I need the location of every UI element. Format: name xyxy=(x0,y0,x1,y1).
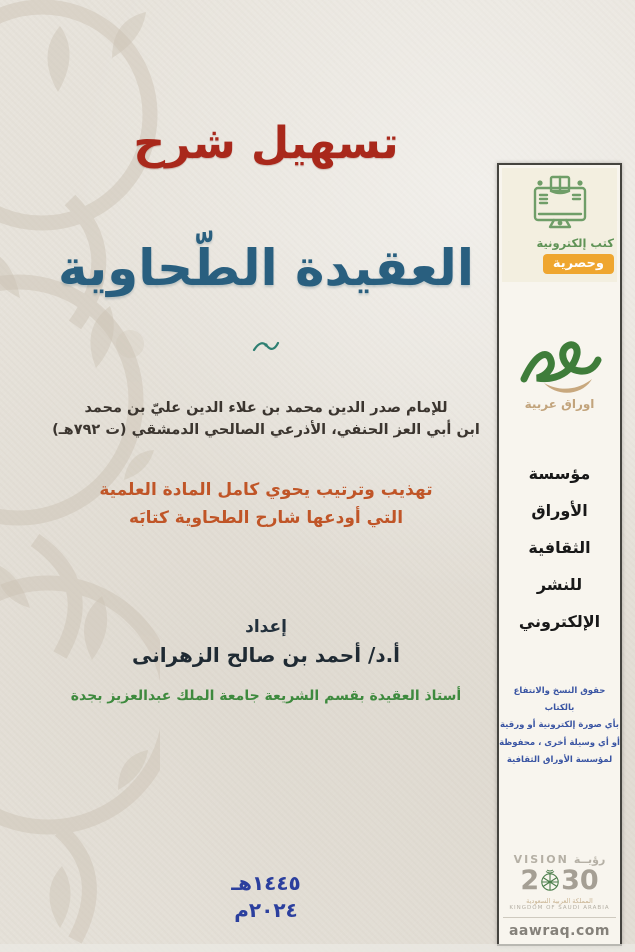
publisher-line: الإلكتروني xyxy=(518,612,601,632)
copyright-notice xyxy=(499,683,620,770)
author-attribution xyxy=(0,397,532,442)
ebooks-badge xyxy=(502,168,617,282)
exclusive-pill: وحصرية xyxy=(543,254,614,274)
subtitle-line-2: التي أودعها شارح الطحاوية كتابَه xyxy=(128,508,404,529)
country-name-arabic: المملكة العربية السعودية xyxy=(526,897,593,905)
monitor-ebook-icon xyxy=(527,175,593,233)
awraq-logo xyxy=(499,337,620,411)
hijri-year: ١٤٤٥هـ xyxy=(231,871,301,895)
year-digit-left: 2 xyxy=(520,865,540,896)
publication-dates xyxy=(0,870,532,924)
copyright-line: حقوق النسخ والانتفاع بالكتاب xyxy=(513,685,606,713)
publisher-name xyxy=(499,455,620,641)
vision-word: VISION xyxy=(513,853,569,866)
copyright-line: بأي صورة إلكترونية أو ورقية xyxy=(500,720,619,731)
publisher-line: للنشر xyxy=(536,575,583,595)
subtitle-line-1: تهذيب وترتيب يحوي كامل المادة العلمية xyxy=(99,480,433,500)
saudi-palm-emblem-icon xyxy=(540,869,560,893)
country-name-english: KINGDOM OF SAUDI ARABIA xyxy=(509,905,610,911)
copyright-line: أو أي وسيلة أخرى ، محفوظة xyxy=(499,737,620,748)
publisher-line: الأوراق xyxy=(531,501,588,521)
main-title: العقيدة الطّحاوية xyxy=(58,239,474,297)
publisher-line: مؤسسة xyxy=(528,464,591,483)
vision-word-arabic: رؤيــة xyxy=(573,853,606,866)
gregorian-year: ٢٠٢٤م xyxy=(234,898,298,922)
vision2030-year xyxy=(503,867,616,894)
publisher-website: aawraq.com xyxy=(503,917,616,939)
publisher-line: الثقافية xyxy=(528,538,591,558)
preparer-title: أستاذ العقيدة بقسم الشريعة جامعة الملك عبدالعزيز بجدة xyxy=(70,688,462,704)
series-title: تسهيل شرح xyxy=(133,118,399,169)
awraq-logo-label: اوراق عربية xyxy=(524,397,595,411)
copyright-line: لمؤسسة الأوراق الثقافية xyxy=(506,755,613,766)
exclusive-pill-row xyxy=(505,254,614,274)
title-flourish-icon xyxy=(0,338,532,358)
publisher-sidebar xyxy=(497,163,622,946)
year-digits-right: 30 xyxy=(561,865,599,896)
prepared-by-label: إعداد xyxy=(245,617,287,637)
author-line-1: للإمام صدر الدين محمد بن علاء الدين عليّ بن محمد xyxy=(84,400,448,416)
preparer-name: أ.د/ أحمد بن صالح الزهرانى xyxy=(131,643,401,667)
awraq-swoosh-icon xyxy=(516,337,604,395)
author-line-2: ابن أبي العز الحنفي، الأذرعي الصالحي الدمشقي (ت ٧٩٢هـ) xyxy=(52,422,480,439)
vision2030-block xyxy=(499,853,620,944)
ebooks-badge-label: كتب إلكترونية xyxy=(536,236,614,250)
edition-subtitle xyxy=(0,476,532,532)
